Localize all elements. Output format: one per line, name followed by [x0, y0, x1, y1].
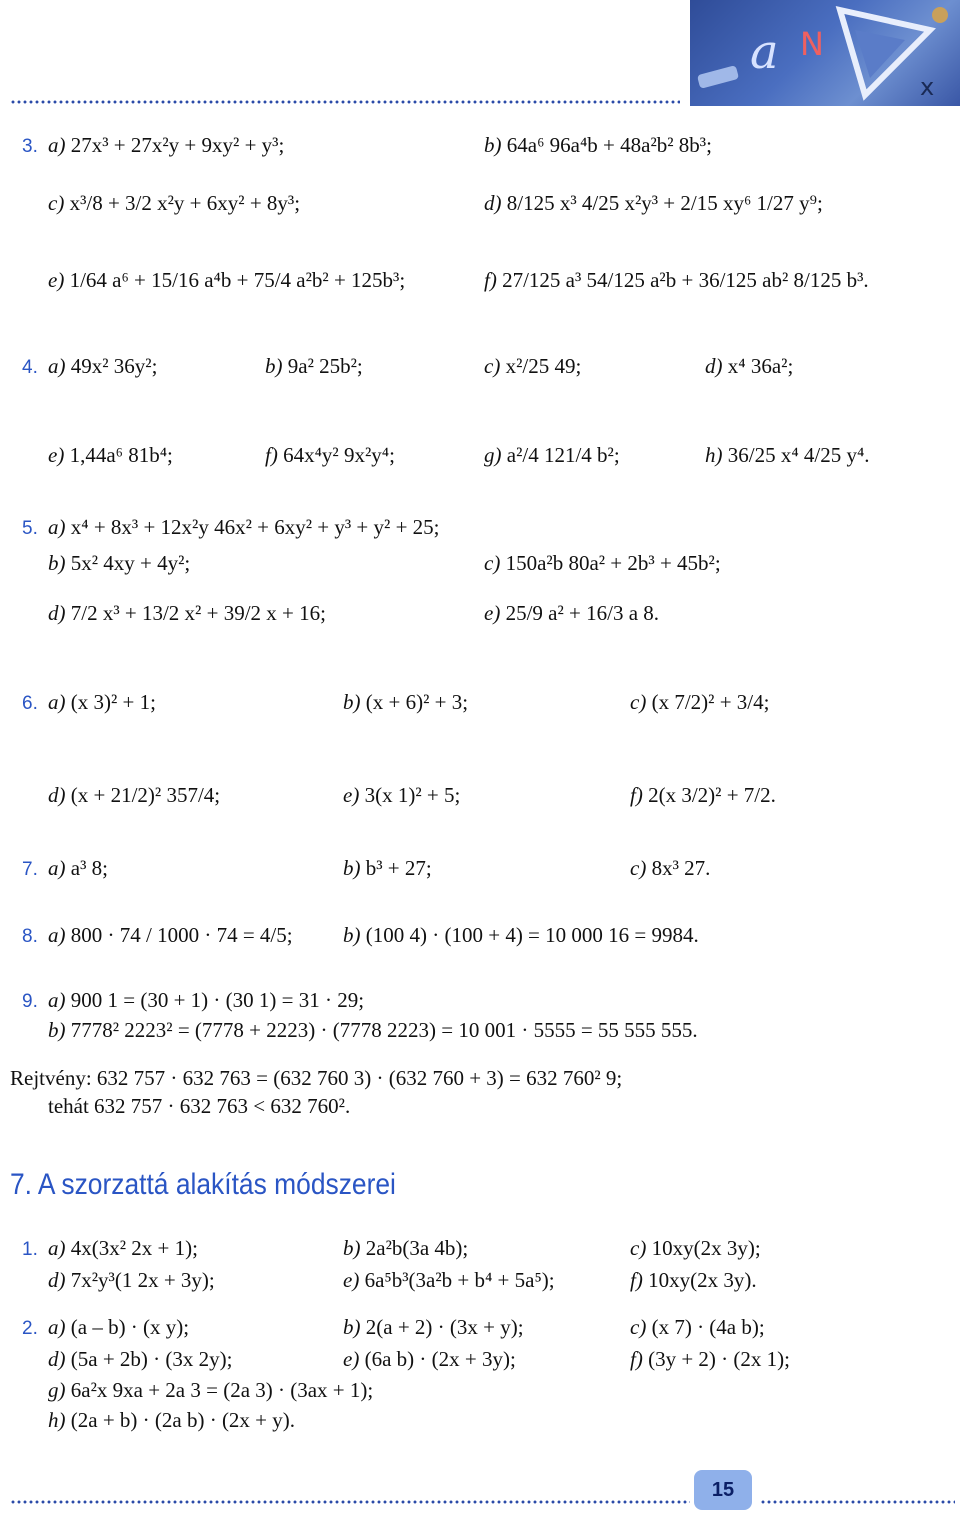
- item-label: b): [343, 1236, 361, 1260]
- expression: 150a²b 80a² + 2b³ + 45b²;: [505, 551, 721, 575]
- expression: 2a²b(3a 4b);: [365, 1236, 469, 1260]
- task-number: 3.: [22, 136, 38, 157]
- item-label: d): [48, 1268, 66, 1292]
- expression: 49x² 36y²;: [70, 354, 158, 378]
- item-label: c): [630, 1236, 647, 1260]
- expression: 7778² 2223² = (7778 + 2223) · (7778 2223) = 10 001 · 5555 = 55 555 555.: [70, 1018, 698, 1042]
- item-label: f): [265, 443, 278, 467]
- item-label: a): [48, 856, 66, 880]
- expression: 27/125 a³ 54/125 a²b + 36/125 ab² 8/125 b³.: [502, 268, 869, 292]
- item-label: a): [48, 690, 66, 714]
- task-number: 1.: [22, 1239, 38, 1260]
- expression: 10xy(2x 3y).: [648, 1268, 757, 1292]
- expression: 7x²y³(1 2x + 3y);: [70, 1268, 215, 1292]
- expression: (6a b) · (2x + 3y);: [364, 1347, 516, 1371]
- item-label: a): [48, 515, 66, 539]
- expression: 36/25 x⁴ 4/25 y⁴.: [727, 443, 870, 467]
- expression: (x + 21/2)² 357/4;: [70, 783, 221, 807]
- expression: 9a² 25b²;: [287, 354, 363, 378]
- item-label: a): [48, 354, 66, 378]
- page-number: 15: [694, 1470, 752, 1510]
- footer-dotted-rule: [10, 1500, 690, 1504]
- task-number: 9.: [22, 991, 38, 1012]
- expression: 900 1 = (30 + 1) · (30 1) = 31 · 29;: [70, 988, 365, 1012]
- expression: b³ + 27;: [365, 856, 432, 880]
- item-label: c): [48, 191, 65, 215]
- item-label: b): [343, 690, 361, 714]
- item-label: c): [630, 1315, 647, 1339]
- item-label: f): [630, 1268, 643, 1292]
- item-label: b): [48, 551, 66, 575]
- item-label: d): [48, 601, 66, 625]
- item-label: c): [484, 354, 501, 378]
- expression: 10xy(2x 3y);: [651, 1236, 761, 1260]
- expression: (x 3)² + 1;: [70, 690, 156, 714]
- section-title: 7. A szorzattá alakítás módszerei: [10, 1168, 396, 1201]
- footer-dotted-rule-right: [760, 1500, 955, 1504]
- item-label: e): [343, 1347, 360, 1371]
- item-label: a): [48, 1315, 66, 1339]
- expression: (100 4) · (100 + 4) = 10 000 16 = 9984.: [365, 923, 699, 947]
- item-label: c): [630, 856, 647, 880]
- item-label: d): [705, 354, 723, 378]
- item-label: h): [705, 443, 723, 467]
- expression: a³ 8;: [70, 856, 108, 880]
- expression: (3y + 2) · (2x 1);: [648, 1347, 790, 1371]
- item-label: g): [484, 443, 502, 467]
- expression: 1/64 a⁶ + 15/16 a⁴b + 75/4 a²b² + 125b³;: [69, 268, 406, 292]
- item-label: e): [48, 443, 65, 467]
- item-label: d): [48, 783, 66, 807]
- item-label: f): [630, 783, 643, 807]
- item-label: f): [484, 268, 497, 292]
- expression: 2(x 3/2)² + 7/2.: [648, 783, 776, 807]
- item-label: b): [484, 133, 502, 157]
- item-label: g): [48, 1378, 66, 1402]
- item-label: h): [48, 1408, 66, 1432]
- expression: 6a⁵b³(3a²b + b⁴ + 5a⁵);: [364, 1268, 555, 1292]
- item-label: b): [48, 1018, 66, 1042]
- expression: 25/9 a² + 16/3 a 8.: [505, 601, 660, 625]
- header-dotted-rule: [10, 100, 680, 104]
- item-label: b): [265, 354, 283, 378]
- item-label: d): [48, 1347, 66, 1371]
- item-label: e): [343, 1268, 360, 1292]
- item-label: f): [630, 1347, 643, 1371]
- expression: (x 7/2)² + 3/4;: [651, 690, 770, 714]
- expression: 8x³ 27.: [651, 856, 711, 880]
- item-label: b): [343, 1315, 361, 1339]
- svg-text:a: a: [750, 24, 779, 80]
- item-label: e): [343, 783, 360, 807]
- item-label: d): [484, 191, 502, 215]
- item-label: c): [484, 551, 501, 575]
- item-label: e): [484, 601, 501, 625]
- item-label: a): [48, 1236, 66, 1260]
- item-label: c): [630, 690, 647, 714]
- expression: 8/125 x³ 4/25 x²y³ + 2/15 xy⁶ 1/27 y⁹;: [506, 191, 823, 215]
- item-label: a): [48, 923, 66, 947]
- item-label: b): [343, 923, 361, 947]
- expression: x⁴ 36a²;: [727, 354, 794, 378]
- expression: x⁴ + 8x³ + 12x²y 46x² + 6xy² + y³ + y² + 25;: [70, 515, 440, 539]
- expression: 2(a + 2) · (3x + y);: [365, 1315, 524, 1339]
- expression: 64a⁶ 96a⁴b + 48a²b² 8b³;: [506, 133, 712, 157]
- task-number: 2.: [22, 1318, 38, 1339]
- expression: a²/4 121/4 b²;: [506, 443, 620, 467]
- expression: (x + 6)² + 3;: [365, 690, 469, 714]
- alphabet-geometry-image: [690, 0, 960, 106]
- expression: 64x⁴y² 9x²y⁴;: [283, 443, 395, 467]
- task-number: 5.: [22, 518, 38, 539]
- task-number: 7.: [22, 859, 38, 880]
- item-label: a): [48, 133, 66, 157]
- expression: 5x² 4xy + 4y²;: [70, 551, 191, 575]
- task-number: 4.: [22, 357, 38, 378]
- expression: 6a²x 9xa + 2a 3 = (2a 3) · (3ax + 1);: [70, 1378, 374, 1402]
- expression: (a – b) · (x y);: [70, 1315, 190, 1339]
- item-label: a): [48, 988, 66, 1012]
- expression: (5a + 2b) · (3x 2y);: [70, 1347, 233, 1371]
- expression: 4x(3x² 2x + 1);: [70, 1236, 198, 1260]
- corner-illustration: [690, 0, 960, 106]
- expression: 7/2 x³ + 13/2 x² + 39/2 x + 16;: [70, 601, 326, 625]
- task-number: 6.: [22, 693, 38, 714]
- expression: 1,44a⁶ 81b⁴;: [69, 443, 173, 467]
- item-label: e): [48, 268, 65, 292]
- puzzle-line-2: tehát 632 757 · 632 763 < 632 760².: [48, 1094, 351, 1118]
- expression: x²/25 49;: [505, 354, 582, 378]
- expression: x³/8 + 3/2 x²y + 6xy² + 8y³;: [69, 191, 301, 215]
- expression: (2a + b) · (2a b) · (2x + y).: [70, 1408, 296, 1432]
- item-label: b): [343, 856, 361, 880]
- expression: 800 · 74 / 1000 · 74 = 4/5;: [70, 923, 293, 947]
- expression: (x 7) · (4a b);: [651, 1315, 765, 1339]
- svg-text:N: N: [800, 25, 824, 63]
- task-number: 8.: [22, 926, 38, 947]
- puzzle-line-1: Rejtvény: 632 757 · 632 763 = (632 760 3) · (632 760 + 3) = 632 760² 9;: [10, 1066, 623, 1090]
- svg-text:x: x: [920, 73, 935, 101]
- expression: 27x³ + 27x²y + 9xy² + y³;: [70, 133, 285, 157]
- expression: 3(x 1)² + 5;: [364, 783, 461, 807]
